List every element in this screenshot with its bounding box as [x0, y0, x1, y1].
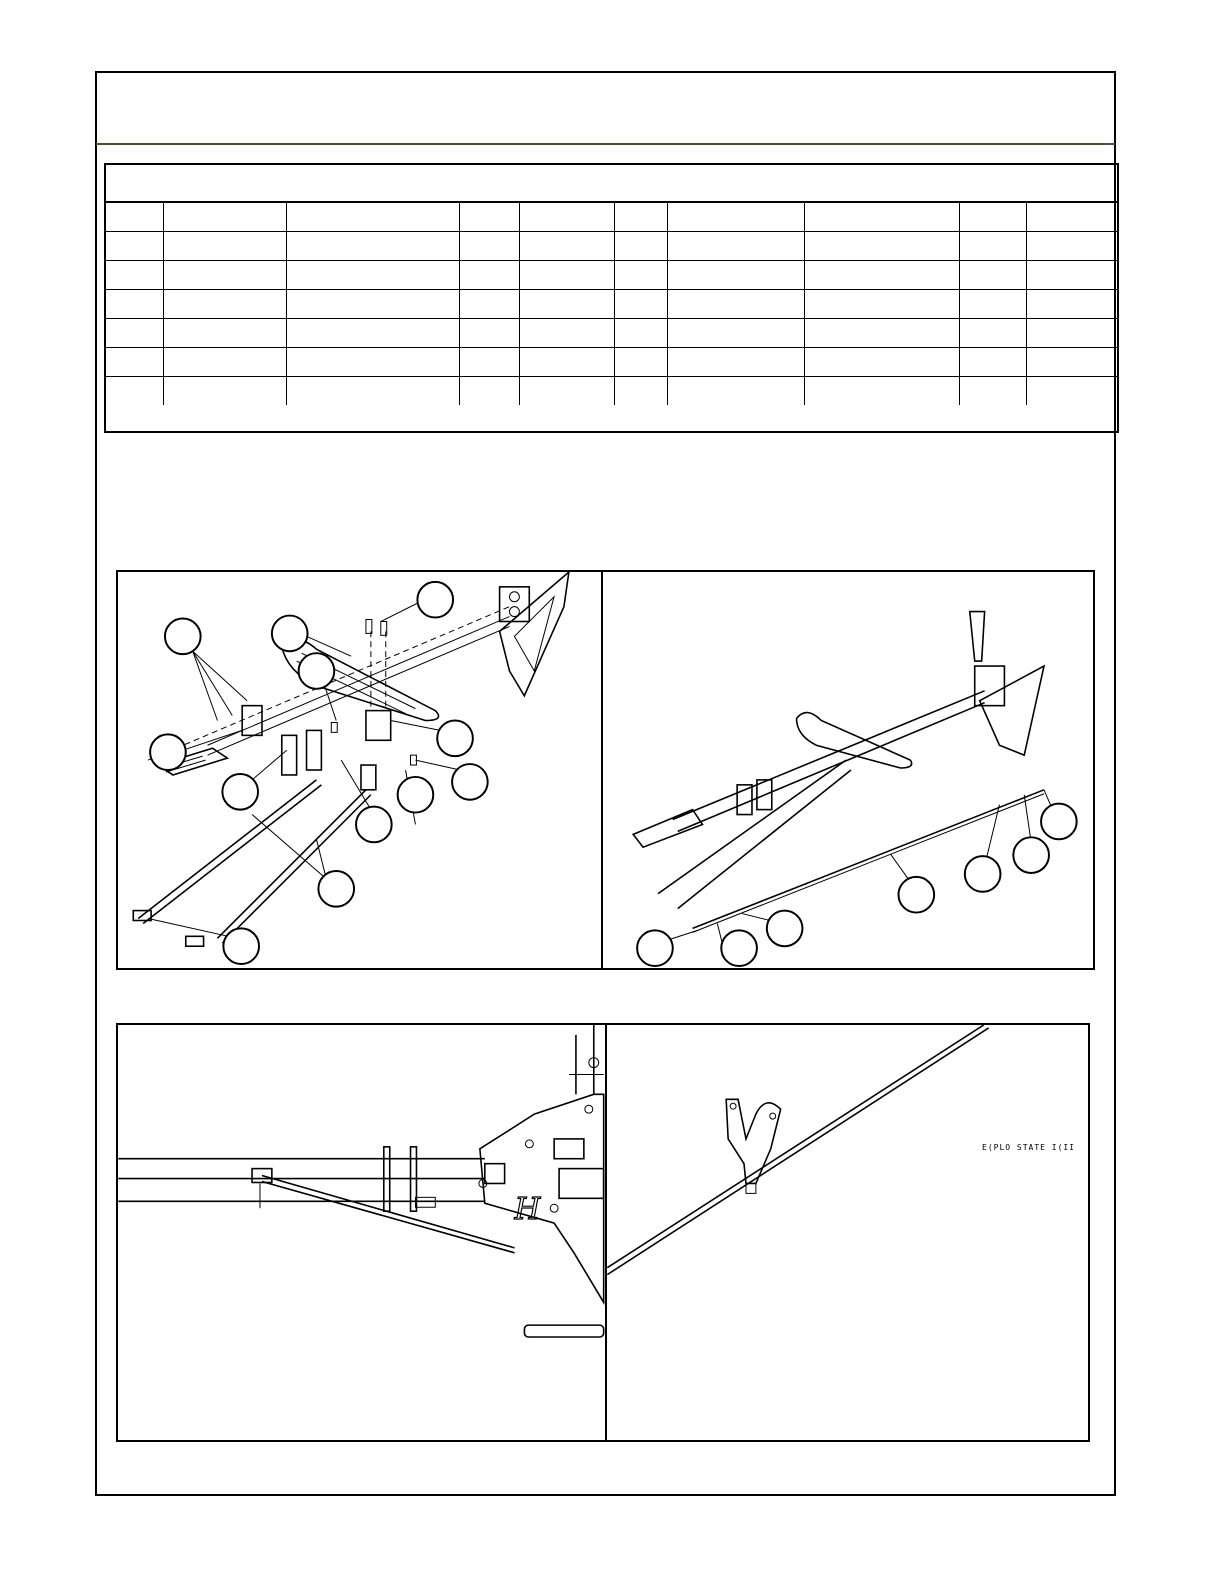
parts-table-cell [519, 319, 614, 347]
parts-table-cell [614, 348, 667, 376]
parts-table-cell [1026, 377, 1117, 405]
callout-circle [272, 616, 308, 652]
parts-table-cell [959, 290, 1026, 318]
figure-rod-guide-closeup [605, 1023, 1090, 1442]
parts-table-cell [667, 203, 804, 231]
callout-circle [437, 721, 473, 757]
parts-table-cell [614, 232, 667, 260]
parts-table-cell [667, 348, 804, 376]
parts-table-cell [614, 290, 667, 318]
parts-table-row [106, 203, 1117, 232]
callout-circle [1041, 804, 1077, 840]
exploded-drawing [118, 572, 601, 968]
callout-circle [223, 928, 259, 964]
callout-circle [721, 930, 757, 966]
parts-table-cell [1026, 290, 1117, 318]
parts-table-row [106, 232, 1117, 261]
parts-table-cell [614, 261, 667, 289]
parts-table-cell [163, 348, 286, 376]
callout-circle [767, 911, 803, 947]
parts-table-cell [959, 203, 1026, 231]
parts-table-cell [804, 319, 959, 347]
callout-circle [417, 582, 453, 618]
parts-table-cell [163, 290, 286, 318]
parts-table-cell [106, 319, 163, 347]
parts-table-row [106, 348, 1117, 377]
parts-table-cell [286, 290, 459, 318]
exploded-state-label: E(PLO STATE I(II [982, 1143, 1076, 1152]
parts-table-cell [959, 232, 1026, 260]
assembled-drawing [603, 572, 1093, 968]
parts-table-cell [459, 348, 519, 376]
parts-table-cell [519, 348, 614, 376]
parts-table [104, 163, 1119, 433]
page-header [96, 72, 1115, 144]
parts-table-cell [519, 377, 614, 405]
parts-table-cell [959, 319, 1026, 347]
closeup-drawing [607, 1025, 1088, 1440]
parts-table-cell [804, 232, 959, 260]
header-rule [96, 143, 1115, 145]
parts-table-cell [459, 377, 519, 405]
parts-table-cell [286, 261, 459, 289]
parts-table-cell [667, 261, 804, 289]
parts-table-cell [106, 232, 163, 260]
parts-table-cell [163, 203, 286, 231]
callout-circle [299, 653, 335, 689]
parts-table-cell [667, 232, 804, 260]
parts-table-cell [614, 203, 667, 231]
callout-circle [637, 930, 673, 966]
callout-circle [398, 777, 434, 813]
parts-table-cell [163, 232, 286, 260]
callout-circle [1013, 837, 1049, 873]
parts-table-cell [286, 319, 459, 347]
parts-table-cell [804, 261, 959, 289]
parts-table-cell [519, 203, 614, 231]
parts-table-cell [667, 377, 804, 405]
callout-circle [965, 856, 1001, 892]
side-view-drawing [118, 1025, 605, 1440]
callout-circle [318, 871, 354, 907]
parts-table-cell [519, 261, 614, 289]
parts-table-cell [519, 290, 614, 318]
parts-table-cell [959, 377, 1026, 405]
parts-table-cell [163, 261, 286, 289]
parts-table-cell [163, 319, 286, 347]
parts-table-cell [106, 348, 163, 376]
parts-table-cell [667, 290, 804, 318]
parts-table-cell [286, 377, 459, 405]
parts-table-cell [667, 319, 804, 347]
parts-table-cell [106, 290, 163, 318]
parts-table-cell [106, 203, 163, 231]
parts-table-cell [106, 261, 163, 289]
parts-table-cell [959, 261, 1026, 289]
figure-side-view-frame [116, 1023, 607, 1442]
callout-circle [222, 774, 258, 810]
parts-table-cell [286, 203, 459, 231]
figure-assembled-tail [601, 570, 1095, 970]
parts-table-row [106, 319, 1117, 348]
parts-table-cell [804, 348, 959, 376]
parts-table-cell [286, 348, 459, 376]
callout-circle [150, 734, 186, 770]
parts-table-row [106, 290, 1117, 319]
parts-table-cell [1026, 261, 1117, 289]
parts-table-row [106, 261, 1117, 290]
parts-table-cell [1026, 348, 1117, 376]
parts-table-cell [1026, 319, 1117, 347]
parts-table-cell [804, 290, 959, 318]
parts-table-cell [1026, 232, 1117, 260]
parts-table-cell [459, 290, 519, 318]
parts-table-cell [519, 232, 614, 260]
parts-table-cell [804, 377, 959, 405]
frame-letter: H [514, 1192, 541, 1228]
callout-circle [452, 764, 488, 800]
parts-table-title-row [106, 165, 1117, 203]
parts-table-cell [459, 203, 519, 231]
parts-table-cell [804, 203, 959, 231]
parts-table-row [106, 377, 1117, 405]
parts-table-cell [459, 232, 519, 260]
parts-table-cell [459, 319, 519, 347]
parts-table-cell [614, 319, 667, 347]
parts-table-cell [106, 377, 163, 405]
parts-table-cell [614, 377, 667, 405]
callout-circle [898, 877, 934, 913]
parts-table-cell [959, 348, 1026, 376]
parts-table-cell [286, 232, 459, 260]
parts-table-cell [163, 377, 286, 405]
callout-circle [165, 619, 201, 655]
callout-circle [356, 807, 392, 843]
parts-table-cell [1026, 203, 1117, 231]
figure-exploded-tail-boom [116, 570, 603, 970]
parts-table-cell [459, 261, 519, 289]
